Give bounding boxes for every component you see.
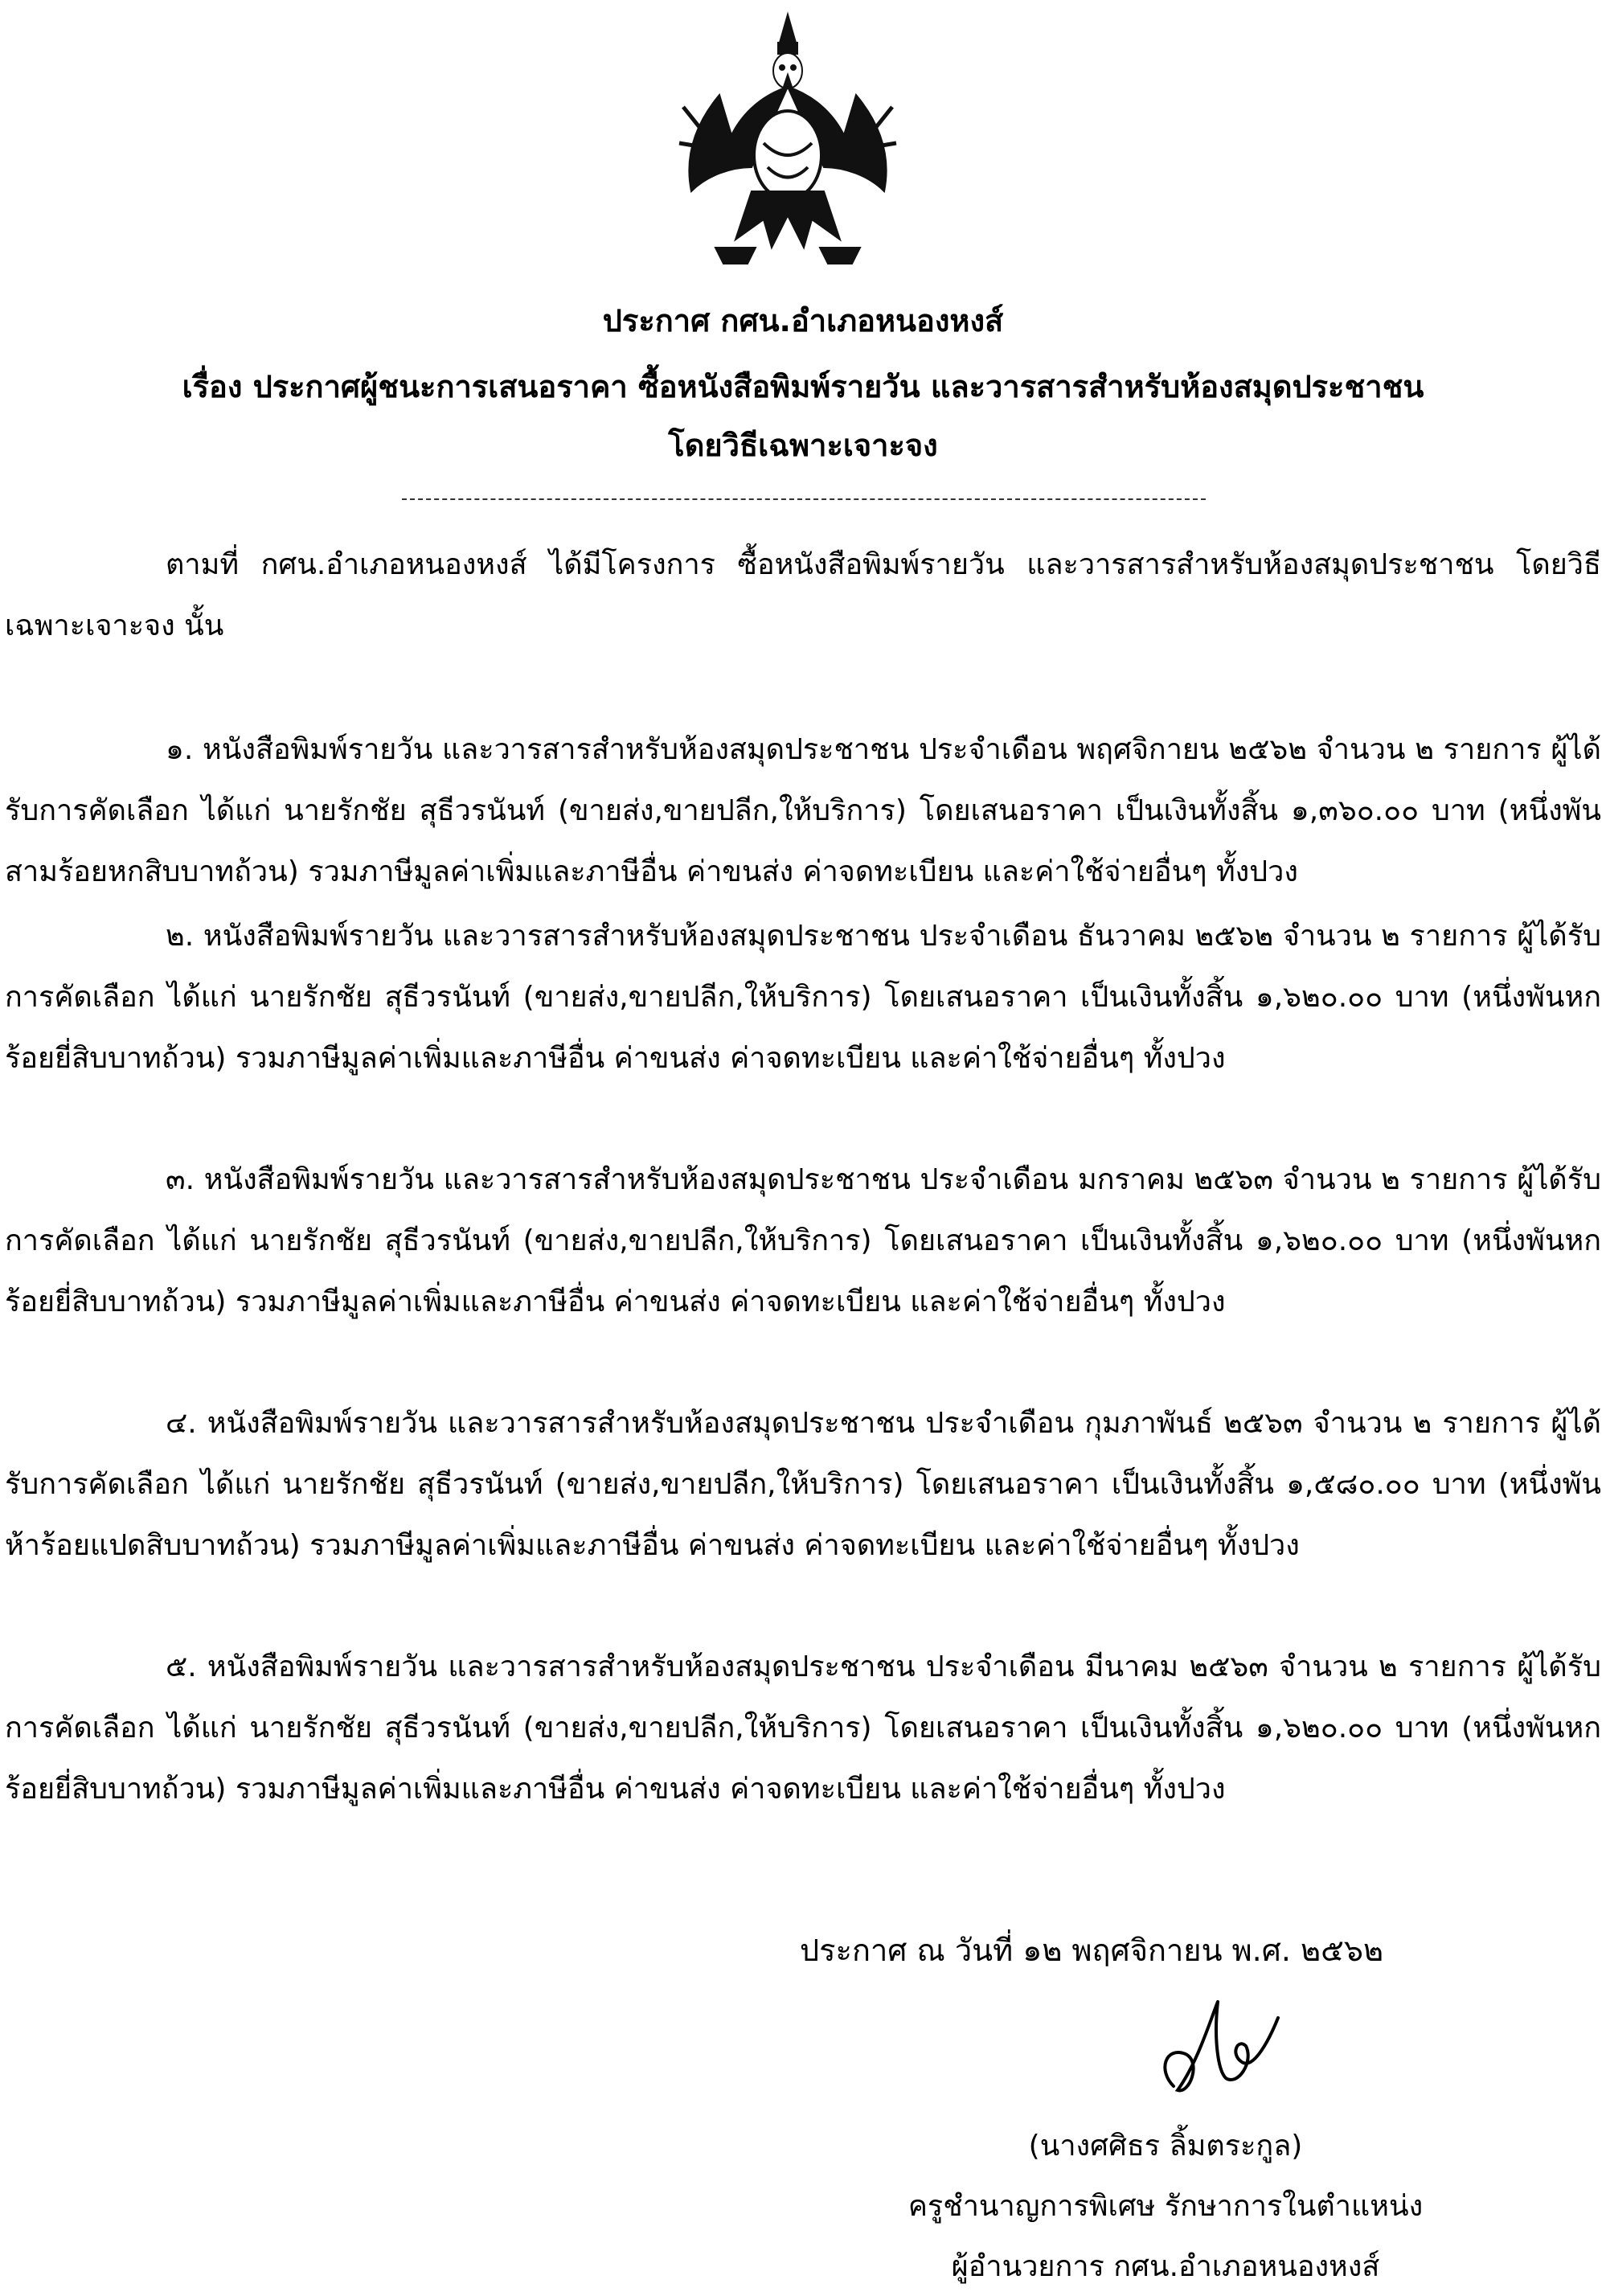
signer-office: ผู้อำนวยการ กศน.อำเภอหนองหงส์ <box>951 2250 1380 2283</box>
item-paragraph-3: ๓. หนังสือพิมพ์รายวัน และวารสารสำหรับห้องสมุดประชาชน ประจำเดือน มกราคม ๒๕๖๓ จำนวน ๒ รายการ ผู้ได้รับการคัดเลือก ได้แก่ นายรักชัย สุธีวรนันท์ (ขายส่ง,ขายปลีก,ให้บริการ) โดยเสนอราคา เป็นเงินทั้งสิ้น ๑,๖๒๐.๐๐ บาท (หนึ่งพันหกร้อยยี่สิบบาทถ้วน) รวมภาษีมูลค่าเพิ่มและภาษีอื่น ค่าขนส่ง ค่าจดทะเบียน และค่าใช้จ่ายอื่นๆ ทั้งปวง <box>5 1163 1601 1318</box>
intro-paragraph: ตามที่ กศน.อำเภอหนองหงส์ ได้มีโครงการ ซื้อหนังสือพิมพ์รายวัน และวารสารสำหรับห้องสมุดประชาชน โดยวิธีเฉพาะเจาะจง นั้น <box>5 548 1601 642</box>
dashed-divider <box>402 498 1206 500</box>
garuda-emblem-icon <box>667 6 908 272</box>
signature-icon <box>1141 1990 1294 2110</box>
announcement-date: ประกาศ ณ วันที่ ๑๒ พฤศจิกายน พ.ศ. ๒๕๖๒ <box>800 1933 1384 1968</box>
announcement-method: โดยวิธีเฉพาะเจาะจง <box>668 428 938 463</box>
announcement-subject: เรื่อง ประกาศผู้ชนะการเสนอราคา ซื้อหนังสือพิมพ์รายวัน และวารสารสำหรับห้องสมุดประชาชน <box>182 369 1424 404</box>
item-paragraph-5: ๕. หนังสือพิมพ์รายวัน และวารสารสำหรับห้องสมุดประชาชน ประจำเดือน มีนาคม ๒๕๖๓ จำนวน ๒ รายการ ผู้ได้รับการคัดเลือก ได้แก่ นายรักชัย สุธีวรนันท์ (ขายส่ง,ขายปลีก,ให้บริการ) โดยเสนอราคา เป็นเงินทั้งสิ้น ๑,๖๒๐.๐๐ บาท (หนึ่งพันหกร้อยยี่สิบบาทถ้วน) รวมภาษีมูลค่าเพิ่มและภาษีอื่น ค่าขนส่ง ค่าจดทะเบียน และค่าใช้จ่ายอื่นๆ ทั้งปวง <box>5 1650 1601 1806</box>
item-paragraph-1: ๑. หนังสือพิมพ์รายวัน และวารสารสำหรับห้องสมุดประชาชน ประจำเดือน พฤศจิกายน ๒๕๖๒ จำนวน ๒ รายการ ผู้ได้รับการคัดเลือก ได้แก่ นายรักชัย สุธีวรนันท์ (ขายส่ง,ขายปลีก,ให้บริการ) โดยเสนอราคา เป็นเงินทั้งสิ้น ๑,๓๖๐.๐๐ บาท (หนึ่งพันสามร้อยหกสิบบาทถ้วน) รวมภาษีมูลค่าเพิ่มและภาษีอื่น ค่าขนส่ง ค่าจดทะเบียน และค่าใช้จ่ายอื่นๆ ทั้งปวง <box>5 733 1601 888</box>
announcement-title: ประกาศ กศน.อำเภอหนองหงส์ <box>602 303 1004 338</box>
item-paragraph-2: ๒. หนังสือพิมพ์รายวัน และวารสารสำหรับห้องสมุดประชาชน ประจำเดือน ธันวาคม ๒๕๖๒ จำนวน ๒ รายการ ผู้ได้รับการคัดเลือก ได้แก่ นายรักชัย สุธีวรนันท์ (ขายส่ง,ขายปลีก,ให้บริการ) โดยเสนอราคา เป็นเงินทั้งสิ้น ๑,๖๒๐.๐๐ บาท (หนึ่งพันหกร้อยยี่สิบบาทถ้วน) รวมภาษีมูลค่าเพิ่มและภาษีอื่น ค่าขนส่ง ค่าจดทะเบียน และค่าใช้จ่ายอื่นๆ ทั้งปวง <box>5 920 1601 1075</box>
signer-name: (นางศศิธร ลิ้มตระกูล) <box>1028 2130 1303 2163</box>
signer-position: ครูชำนาญการพิเศษ รักษาการในตำแหน่ง <box>907 2190 1424 2223</box>
item-paragraph-4: ๔. หนังสือพิมพ์รายวัน และวารสารสำหรับห้องสมุดประชาชน ประจำเดือน กุมภาพันธ์ ๒๕๖๓ จำนวน ๒ รายการ ผู้ได้รับการคัดเลือก ได้แก่ นายรักชัย สุธีวรนันท์ (ขายส่ง,ขายปลีก,ให้บริการ) โดยเสนอราคา เป็นเงินทั้งสิ้น ๑,๕๘๐.๐๐ บาท (หนึ่งพันห้าร้อยแปดสิบบาทถ้วน) รวมภาษีมูลค่าเพิ่มและภาษีอื่น ค่าขนส่ง ค่าจดทะเบียน และค่าใช้จ่ายอื่นๆ ทั้งปวง <box>5 1407 1601 1562</box>
